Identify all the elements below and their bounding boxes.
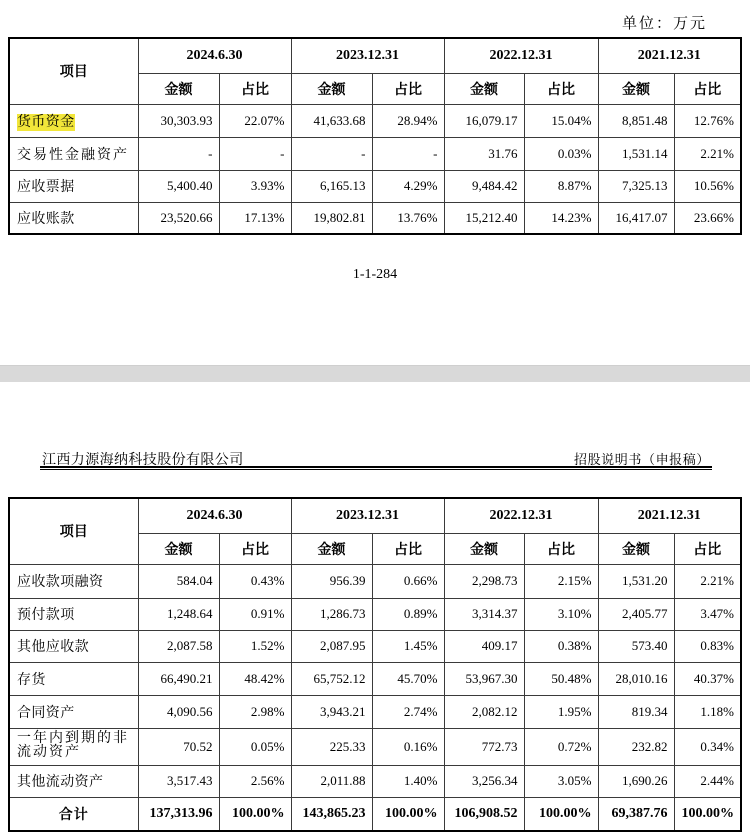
ratio-cell: 0.34%: [674, 728, 741, 765]
total-amount-cell: 137,313.96: [138, 797, 219, 831]
ratio-cell: 45.70%: [372, 662, 444, 695]
ratio-cell: 0.16%: [372, 728, 444, 765]
ratio-header: 占比: [674, 533, 741, 564]
ratio-cell: 2.98%: [219, 695, 291, 728]
header-rule: [40, 466, 712, 470]
table-row: [9, 662, 741, 695]
highlighted-row-label: 货币资金: [17, 114, 75, 130]
ratio-cell: 2.44%: [674, 765, 741, 797]
amount-cell: 30,303.93: [138, 104, 219, 137]
ratio-cell: 3.93%: [219, 170, 291, 202]
amount-header: 金额: [291, 73, 372, 104]
amount-cell: 3,314.37: [444, 598, 524, 630]
ratio-cell: 22.07%: [219, 104, 291, 137]
amount-cell: 70.52: [138, 728, 219, 765]
ratio-header: 占比: [219, 533, 291, 564]
item-column-header: 项目: [9, 38, 138, 104]
row-label: 应收票据: [9, 170, 138, 202]
amount-cell: 16,079.17: [444, 104, 524, 137]
amount-cell: 23,520.66: [138, 202, 219, 234]
asset-table-part-1: [8, 37, 742, 235]
total-ratio-cell: 100.00%: [372, 797, 444, 831]
ratio-cell: 2.21%: [674, 137, 741, 170]
period-header: 2024.6.30: [138, 498, 291, 533]
ratio-cell: 2.15%: [524, 564, 598, 598]
amount-cell: 66,490.21: [138, 662, 219, 695]
amount-cell: -: [138, 137, 219, 170]
row-label: 交易性金融资产: [9, 137, 138, 170]
ratio-cell: 0.03%: [524, 137, 598, 170]
ratio-cell: 1.95%: [524, 695, 598, 728]
total-ratio-cell: 100.00%: [219, 797, 291, 831]
amount-cell: 53,967.30: [444, 662, 524, 695]
table-row: [9, 564, 741, 598]
period-header: 2022.12.31: [444, 38, 598, 73]
page-gap: [0, 365, 750, 382]
amount-cell: 956.39: [291, 564, 372, 598]
amount-cell: 573.40: [598, 630, 674, 662]
ratio-cell: 12.76%: [674, 104, 741, 137]
table-row: [9, 728, 741, 765]
ratio-cell: 23.66%: [674, 202, 741, 234]
ratio-cell: 0.91%: [219, 598, 291, 630]
amount-cell: 1,531.14: [598, 137, 674, 170]
period-header: 2023.12.31: [291, 38, 444, 73]
amount-cell: 1,690.26: [598, 765, 674, 797]
ratio-header: 占比: [524, 73, 598, 104]
header-row-periods: [9, 498, 741, 533]
ratio-cell: 0.05%: [219, 728, 291, 765]
amount-cell: 8,851.48: [598, 104, 674, 137]
amount-cell: 225.33: [291, 728, 372, 765]
ratio-cell: 8.87%: [524, 170, 598, 202]
header-row-periods: [9, 38, 741, 73]
table-row: [9, 137, 741, 170]
ratio-cell: 3.47%: [674, 598, 741, 630]
ratio-header: 占比: [372, 73, 444, 104]
ratio-cell: 0.43%: [219, 564, 291, 598]
ratio-header: 占比: [674, 73, 741, 104]
ratio-cell: 0.89%: [372, 598, 444, 630]
ratio-cell: 1.52%: [219, 630, 291, 662]
unit-label: 单位：万元: [622, 16, 708, 32]
amount-cell: 4,090.56: [138, 695, 219, 728]
amount-cell: 7,325.13: [598, 170, 674, 202]
amount-cell: 819.34: [598, 695, 674, 728]
table-row: [9, 695, 741, 728]
amount-cell: 16,417.07: [598, 202, 674, 234]
total-amount-cell: 69,387.76: [598, 797, 674, 831]
amount-header: 金额: [444, 533, 524, 564]
amount-cell: 2,087.95: [291, 630, 372, 662]
amount-cell: 3,943.21: [291, 695, 372, 728]
ratio-cell: 50.48%: [524, 662, 598, 695]
ratio-cell: 2.56%: [219, 765, 291, 797]
amount-cell: 5,400.40: [138, 170, 219, 202]
ratio-cell: 10.56%: [674, 170, 741, 202]
ratio-cell: 2.21%: [674, 564, 741, 598]
item-column-header: 项目: [9, 498, 138, 564]
amount-cell: 232.82: [598, 728, 674, 765]
period-header: 2022.12.31: [444, 498, 598, 533]
ratio-cell: 1.18%: [674, 695, 741, 728]
amount-cell: 6,165.13: [291, 170, 372, 202]
row-label: 其他应收款: [9, 630, 138, 662]
amount-cell: 3,517.43: [138, 765, 219, 797]
table-row: [9, 630, 741, 662]
ratio-header: 占比: [372, 533, 444, 564]
amount-cell: 31.76: [444, 137, 524, 170]
ratio-cell: 40.37%: [674, 662, 741, 695]
period-header: 2021.12.31: [598, 38, 741, 73]
row-label: 应收款项融资: [9, 564, 138, 598]
asset-table-part-2: [8, 497, 742, 832]
total-ratio-cell: 100.00%: [674, 797, 741, 831]
amount-cell: 9,484.42: [444, 170, 524, 202]
amount-cell: 2,405.77: [598, 598, 674, 630]
amount-header: 金额: [598, 533, 674, 564]
period-header: 2021.12.31: [598, 498, 741, 533]
ratio-cell: 0.83%: [674, 630, 741, 662]
amount-cell: 1,531.20: [598, 564, 674, 598]
ratio-cell: 3.05%: [524, 765, 598, 797]
document-title: 招股说明书（申报稿）: [573, 452, 710, 467]
ratio-header: 占比: [219, 73, 291, 104]
amount-cell: 2,011.88: [291, 765, 372, 797]
ratio-cell: 28.94%: [372, 104, 444, 137]
row-label: 其他流动资产: [9, 765, 138, 797]
amount-header: 金额: [138, 73, 219, 104]
amount-cell: 19,802.81: [291, 202, 372, 234]
amount-cell: 1,248.64: [138, 598, 219, 630]
ratio-cell: 4.29%: [372, 170, 444, 202]
ratio-cell: 1.45%: [372, 630, 444, 662]
row-label: 一年内到期的非流动资产: [17, 731, 129, 760]
total-label: 合计: [9, 797, 138, 831]
ratio-cell: 1.40%: [372, 765, 444, 797]
amount-cell: 409.17: [444, 630, 524, 662]
amount-cell: 3,256.34: [444, 765, 524, 797]
table-row: [9, 598, 741, 630]
ratio-cell: -: [219, 137, 291, 170]
period-header: 2024.6.30: [138, 38, 291, 73]
period-header: 2023.12.31: [291, 498, 444, 533]
ratio-cell: 2.74%: [372, 695, 444, 728]
total-ratio-cell: 100.00%: [524, 797, 598, 831]
amount-cell: -: [291, 137, 372, 170]
amount-header: 金额: [291, 533, 372, 564]
amount-header: 金额: [444, 73, 524, 104]
amount-cell: 41,633.68: [291, 104, 372, 137]
company-name: 江西力源海纳科技股份有限公司: [42, 453, 244, 468]
amount-header: 金额: [138, 533, 219, 564]
total-amount-cell: 106,908.52: [444, 797, 524, 831]
row-label: 应收账款: [9, 202, 138, 234]
amount-cell: 65,752.12: [291, 662, 372, 695]
total-row: [9, 797, 741, 831]
amount-cell: 2,298.73: [444, 564, 524, 598]
ratio-cell: 0.66%: [372, 564, 444, 598]
amount-cell: 15,212.40: [444, 202, 524, 234]
total-amount-cell: 143,865.23: [291, 797, 372, 831]
ratio-cell: -: [372, 137, 444, 170]
amount-cell: 1,286.73: [291, 598, 372, 630]
ratio-cell: 15.04%: [524, 104, 598, 137]
ratio-cell: 3.10%: [524, 598, 598, 630]
table-row: [9, 104, 741, 137]
ratio-cell: 13.76%: [372, 202, 444, 234]
amount-cell: 772.73: [444, 728, 524, 765]
amount-cell: 2,087.58: [138, 630, 219, 662]
ratio-header: 占比: [524, 533, 598, 564]
row-label-cell: [9, 728, 138, 765]
table-row: [9, 170, 741, 202]
ratio-cell: 0.38%: [524, 630, 598, 662]
row-label: 存货: [9, 662, 138, 695]
page-number: 1-1-284: [352, 267, 398, 282]
row-label: 合同资产: [9, 695, 138, 728]
row-label: 预付款项: [9, 598, 138, 630]
table-row: [9, 765, 741, 797]
ratio-cell: 48.42%: [219, 662, 291, 695]
ratio-cell: 14.23%: [524, 202, 598, 234]
ratio-cell: 17.13%: [219, 202, 291, 234]
amount-cell: 28,010.16: [598, 662, 674, 695]
row-label-cell: [9, 104, 138, 137]
amount-cell: 2,082.12: [444, 695, 524, 728]
ratio-cell: 0.72%: [524, 728, 598, 765]
amount-cell: 584.04: [138, 564, 219, 598]
amount-header: 金额: [598, 73, 674, 104]
table-row: [9, 202, 741, 234]
